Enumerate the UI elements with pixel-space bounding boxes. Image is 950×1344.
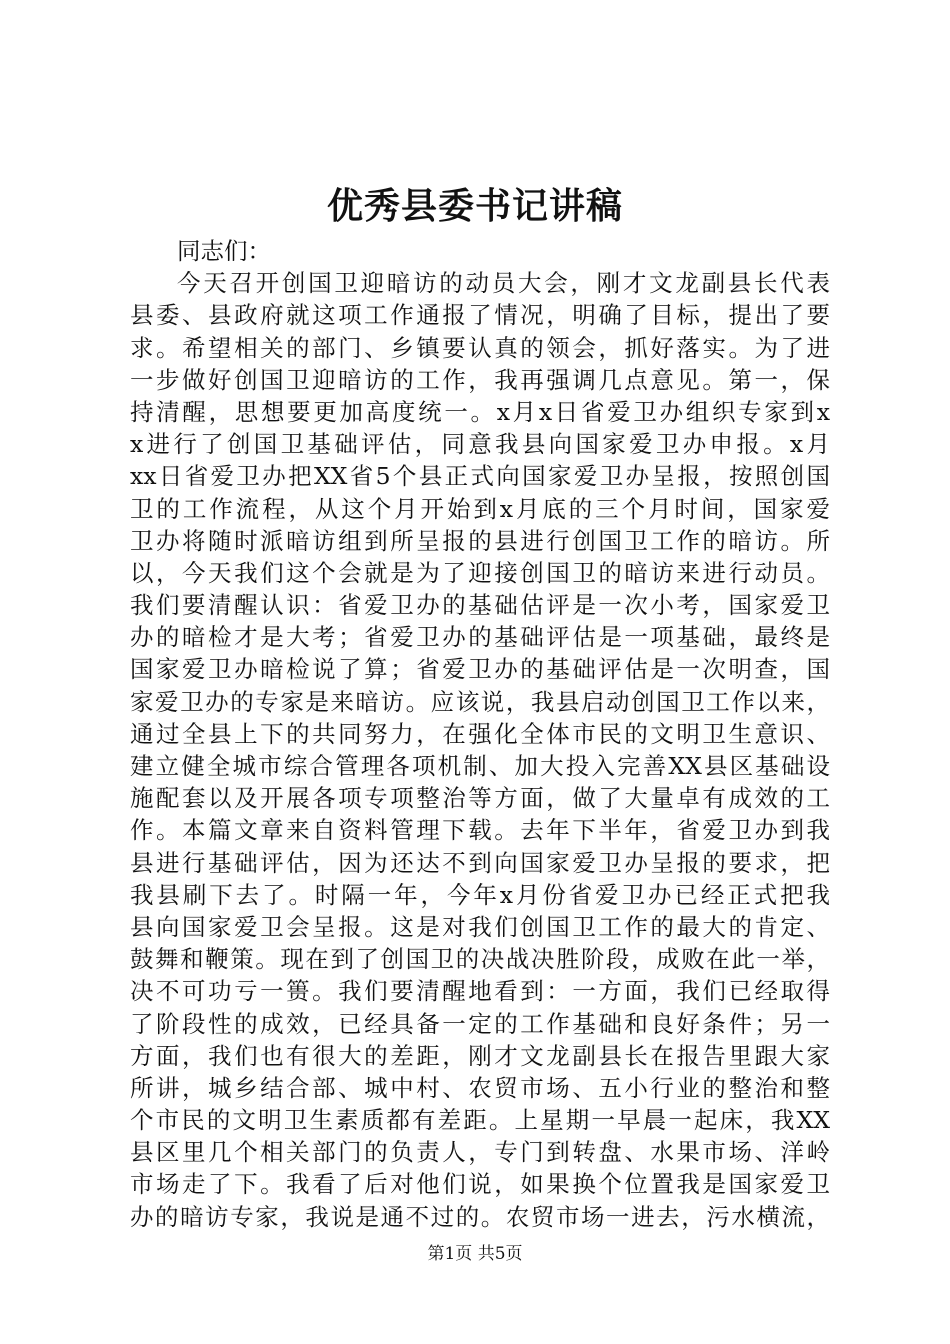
body-line: 办的暗访专家，我说是通不过的。农贸市场一进去，污水横流，	[130, 1202, 830, 1231]
body-line: 持清醒，思想要更加高度统一。x月x日省爱卫办组织专家到x	[130, 397, 830, 426]
body-line: 作。本篇文章来自资料管理下载。去年下半年，省爱卫办到我	[130, 816, 830, 845]
body-line: 家爱卫办的专家是来暗访。应该说，我县启动创国卫工作以来，	[130, 687, 830, 716]
body-line: 以，今天我们这个会就是为了迎接创国卫的暗访来进行动员。	[130, 558, 830, 587]
body-line: 鼓舞和鞭策。现在到了创国卫的决战决胜阶段，成败在此一举，	[130, 945, 830, 974]
body-line: 施配套以及开展各项专项整治等方面，做了大量卓有成效的工	[130, 784, 830, 813]
page-footer: 第1页 共5页	[427, 1244, 523, 1264]
body-line: 一步做好创国卫迎暗访的工作，我再强调几点意见。第一，保	[130, 365, 830, 394]
body-line: 建立健全城市综合管理各项机制、加大投入完善XX县区基础设	[130, 752, 830, 780]
body-line: 县委、县政府就这项工作通报了情况，明确了目标，提出了要	[130, 301, 830, 330]
body-line: 方面，我们也有很大的差距，刚才文龙副县长在报告里跟大家	[130, 1041, 830, 1070]
body-line: 所讲，城乡结合部、城中村、农贸市场、五小行业的整治和整	[130, 1073, 830, 1102]
body-line: 市场走了下。我看了后对他们说，如果换个位置我是国家爱卫	[130, 1170, 830, 1199]
body-line: 县区里几个相关部门的负责人，专门到转盘、水果市场、洋岭	[130, 1138, 830, 1167]
body-line: 卫办将随时派暗访组到所呈报的县进行创国卫工作的暗访。所	[130, 526, 830, 555]
body-line: 个市民的文明卫生素质都有差距。上星期一早晨一起床，我XX	[130, 1106, 830, 1135]
greeting-line: 同志们：	[177, 237, 271, 265]
body-line: 我们要清醒认识：省爱卫办的基础估评是一次小考，国家爱卫	[130, 591, 830, 620]
body-line: 通过全县上下的共同努力，在强化全体市民的文明卫生意识、	[130, 719, 830, 748]
document-title: 优秀县委书记讲稿	[326, 186, 623, 227]
body-line: 办的暗检才是大考；省爱卫办的基础评估是一项基础，最终是	[130, 623, 830, 652]
body-line: 今天召开创国卫迎暗访的动员大会，刚才文龙副县长代表	[177, 269, 830, 298]
body-line: 县向国家爱卫会呈报。这是对我们创国卫工作的最大的肯定、	[130, 912, 830, 941]
body-line: 了阶段性的成效，已经具备一定的工作基础和良好条件；另一	[130, 1009, 830, 1038]
document-body	[130, 235, 830, 1233]
body-line: 卫的工作流程，从这个月开始到x月底的三个月时间，国家爱	[130, 494, 830, 523]
body-line: 县进行基础评估，因为还达不到向国家爱卫办呈报的要求，把	[130, 848, 830, 877]
body-line: x进行了创国卫基础评估，同意我县向国家爱卫办申报。x月	[130, 430, 830, 459]
body-line: 求。希望相关的部门、乡镇要认真的领会，抓好落实。为了进	[130, 333, 830, 362]
body-line: 我县刷下去了。时隔一年，今年x月份省爱卫办已经正式把我	[130, 880, 830, 909]
body-line: 国家爱卫办暗检说了算；省爱卫办的基础评估是一次明查，国	[130, 655, 830, 684]
body-line: 决不可功亏一篑。我们要清醒地看到：一方面，我们已经取得	[130, 977, 830, 1006]
body-line: xx日省爱卫办把XX省5个县正式向国家爱卫办呈报，按照创国	[130, 462, 830, 491]
